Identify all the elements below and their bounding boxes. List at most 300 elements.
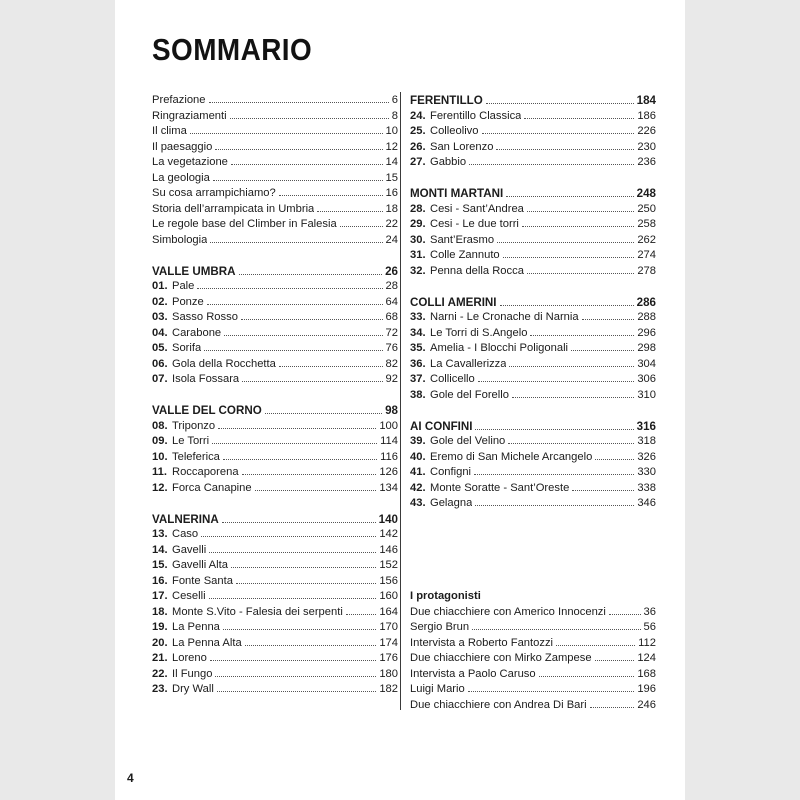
toc-page-number: 124: [637, 652, 656, 664]
toc-entry-number: 15.: [152, 559, 168, 571]
toc-entry-label: La Penna Alta: [172, 636, 242, 649]
toc-entry-label: La Penna: [172, 621, 220, 633]
toc-entry-label: Due chiacchiere con Americo Innocenzi: [410, 605, 606, 618]
column-divider: [400, 92, 401, 710]
toc-page-number: 8: [391, 109, 398, 122]
protagonist-entry: [410, 698, 656, 714]
toc-entry-number: 18.: [152, 605, 168, 618]
toc-entry-label: Sant’Erasmo: [430, 233, 495, 246]
toc-entry-title: [152, 667, 212, 683]
toc-entry-number: 43.: [410, 497, 426, 509]
dot-leader: [496, 149, 634, 150]
dot-leader: [215, 676, 376, 677]
toc-entry-title: [410, 155, 466, 171]
toc-entry-label: Le regole base del Climber in Falesia: [152, 218, 337, 230]
toc-entry: [152, 93, 398, 109]
toc-entry-label: Sasso Rosso: [172, 311, 238, 323]
dot-leader: [209, 598, 377, 599]
toc-entry-label: VALNERINA: [152, 512, 219, 526]
toc-entry-label: MONTI MARTANI: [410, 187, 504, 200]
toc-entry-label: Isola Fossara: [172, 373, 240, 385]
toc-entry-label: Intervista a Paolo Caruso: [410, 667, 536, 680]
toc-page-number: 100: [379, 419, 398, 432]
section-gap: [410, 574, 656, 590]
toc-entry-number: 20.: [152, 636, 168, 649]
toc-entry-title: [152, 450, 220, 466]
dot-leader: [204, 350, 382, 351]
toc-page-number: 330: [637, 466, 656, 478]
toc-entry-title: [152, 326, 221, 342]
toc-entry-label: La geologia: [152, 171, 210, 184]
toc-entry: [152, 434, 398, 450]
toc-entry-title: [152, 589, 206, 605]
toc-entry: [152, 171, 398, 187]
toc-entry: [152, 217, 398, 233]
dot-leader: [556, 645, 635, 646]
dot-leader: [217, 691, 376, 692]
toc-entry: [152, 527, 398, 543]
toc-entry-title: [152, 465, 239, 481]
dot-leader: [497, 242, 634, 243]
toc-page-number: 288: [637, 311, 656, 323]
toc-entry-number: 27.: [410, 156, 426, 168]
toc-entry: [152, 124, 398, 140]
toc-entry-label: Caso: [172, 528, 199, 540]
dot-leader: [595, 459, 634, 460]
toc-entry-label: Le Torri di S.Angelo: [430, 326, 528, 339]
toc-page-number: 196: [637, 683, 656, 695]
toc-section-heading: [152, 264, 398, 280]
toc-entry: [152, 667, 398, 683]
toc-entry: [152, 589, 398, 605]
toc-entry: [410, 481, 656, 497]
toc-entry-number: 04.: [152, 326, 168, 339]
toc-entry-label: Le Torri: [172, 435, 210, 447]
dot-leader: [340, 226, 383, 227]
toc-page-number: 6: [391, 94, 398, 106]
toc-entry-number: 25.: [410, 125, 426, 137]
toc-entry: [152, 202, 398, 218]
section-gap: [410, 527, 656, 543]
toc-entry: [410, 202, 656, 218]
toc-entry: [410, 450, 656, 466]
toc-entry-title: [410, 109, 521, 125]
toc-entry: [410, 310, 656, 326]
toc-entry-title: [410, 124, 479, 140]
toc-entry-number: 42.: [410, 481, 426, 494]
dot-leader: [209, 102, 389, 103]
toc-entry-number: 02.: [152, 295, 168, 308]
toc-entry-label: Gole del Velino: [430, 435, 506, 447]
dot-leader: [242, 381, 382, 382]
toc-entry: [152, 140, 398, 156]
section-gap: [152, 496, 398, 512]
dot-leader: [472, 629, 640, 630]
toc-entry: [152, 574, 398, 590]
toc-entry-label: AI CONFINI: [410, 419, 473, 433]
toc-page-number: 160: [379, 590, 398, 602]
dot-leader: [500, 305, 634, 306]
toc-page-number: 114: [380, 435, 398, 447]
toc-entry-number: 23.: [152, 683, 168, 695]
toc-entry: [410, 217, 656, 233]
toc-page-number: 142: [379, 528, 398, 540]
toc-entry-number: 03.: [152, 311, 168, 323]
toc-entry-title: [410, 326, 527, 342]
toc-entry-title: [152, 605, 343, 621]
dot-leader: [482, 133, 635, 134]
dot-leader: [212, 443, 377, 444]
toc-entry-number: 34.: [410, 326, 426, 339]
toc-entry-title: [410, 465, 471, 481]
toc-entry: [410, 357, 656, 373]
dot-leader: [222, 522, 376, 523]
toc-entry-title: [152, 481, 252, 497]
dot-leader: [595, 660, 635, 661]
toc-section-heading: [410, 419, 656, 435]
section-gap: [410, 512, 656, 528]
toc-page-number: 230: [637, 140, 656, 153]
toc-entry: [152, 481, 398, 497]
protagonisti-heading: I protagonisti: [410, 590, 481, 602]
dot-leader: [508, 443, 634, 444]
toc-entry-label: Gola della Rocchetta: [172, 357, 276, 370]
toc-entry-title: [152, 341, 201, 357]
toc-entry-number: 33.: [410, 311, 426, 323]
toc-page-number: 248: [636, 187, 656, 200]
toc-page-number: 156: [379, 574, 398, 587]
toc-entry-number: 06.: [152, 357, 168, 370]
toc-entry-label: Eremo di San Michele Arcangelo: [430, 450, 593, 463]
section-gap: [410, 543, 656, 559]
toc-page-number: 64: [385, 295, 398, 308]
toc-entry-label: Ferentillo Classica: [430, 109, 522, 122]
toc-entry-title: [410, 434, 505, 450]
dot-leader: [236, 583, 376, 584]
toc-page-number: 12: [385, 140, 398, 153]
dot-leader: [503, 257, 635, 258]
toc-entry: [152, 109, 398, 125]
toc-page-number: 306: [637, 373, 656, 385]
toc-entry-label: Triponzo: [172, 419, 216, 432]
toc-entry-number: 31.: [410, 249, 426, 261]
toc-entry-number: 26.: [410, 140, 426, 153]
toc-page-number: 304: [637, 357, 656, 370]
toc-entry-label: Forca Canapine: [172, 481, 252, 494]
dot-leader: [512, 397, 634, 398]
toc-entry: [410, 248, 656, 264]
toc-entry-label: Pale: [172, 280, 195, 292]
toc-entry-title: [152, 279, 194, 295]
toc-entry-label: COLLI AMERINI: [410, 295, 497, 309]
toc-entry-number: 14.: [152, 543, 168, 556]
toc-entry-title: [410, 202, 524, 218]
toc-entry-title: [152, 295, 204, 311]
toc-page-number: 82: [385, 357, 398, 370]
toc-entry: [410, 155, 656, 171]
toc-page-number: 36: [643, 605, 656, 618]
toc-entry-title: [410, 496, 472, 512]
dot-leader: [197, 288, 382, 289]
section-gap: [152, 388, 398, 404]
toc-entry: [410, 124, 656, 140]
toc-entry-title: [152, 636, 242, 652]
toc-entry-label: Monte Soratte - Sant’Oreste: [430, 481, 570, 494]
toc-entry: [410, 233, 656, 249]
toc-entry-title: [152, 682, 214, 698]
toc-entry-label: Penna della Rocca: [430, 264, 524, 277]
toc-page-number: 278: [637, 264, 656, 277]
toc-entry-number: 19.: [152, 621, 168, 633]
dot-leader: [279, 195, 383, 196]
toc-page-number: 250: [637, 202, 656, 215]
toc-page-number: 174: [379, 636, 398, 649]
toc-section-heading: [410, 93, 656, 109]
dot-leader: [475, 505, 634, 506]
toc-entry-number: 39.: [410, 435, 426, 447]
toc-page-number: 246: [637, 698, 656, 711]
toc-entry: [152, 465, 398, 481]
toc-entry-title: [152, 651, 207, 667]
toc-page-number: 68: [385, 311, 398, 323]
protagonist-entry: [410, 620, 656, 636]
dot-leader: [527, 211, 634, 212]
toc-left-column: [152, 93, 398, 698]
toc-entry-title: [410, 357, 506, 373]
toc-entry-label: Narni - Le Cronache di Narnia: [430, 311, 579, 323]
toc-entry-number: 37.: [410, 373, 426, 385]
toc-entry-label: Prefazione: [152, 94, 206, 106]
toc-entry-number: 10.: [152, 450, 168, 463]
toc-entry-title: [410, 310, 579, 326]
dot-leader: [346, 614, 377, 615]
toc-page-number: 98: [385, 404, 398, 417]
toc-entry-label: Gavelli: [172, 543, 207, 556]
page-title: SOMMARIO: [152, 32, 313, 67]
toc-page-number: 316: [636, 419, 656, 433]
toc-entry-title: [152, 372, 239, 388]
toc-entry-label: Teleferica: [172, 450, 220, 463]
dot-leader: [245, 645, 377, 646]
toc-entry-number: 07.: [152, 373, 168, 385]
toc-page-number: 126: [379, 466, 398, 478]
section-gap: [410, 171, 656, 187]
dot-leader: [218, 428, 376, 429]
toc-page-number: 16: [385, 187, 398, 199]
toc-page-number: 186: [637, 109, 656, 122]
toc-entry-number: 01.: [152, 280, 168, 292]
toc-entry-number: 05.: [152, 342, 168, 354]
toc-entry: [410, 496, 656, 512]
dot-leader: [213, 180, 383, 181]
toc-entry-label: La Cavallerizza: [430, 357, 507, 370]
toc-entry-number: 30.: [410, 233, 426, 246]
toc-entry-label: Cesi - Le due torri: [430, 218, 519, 230]
toc-entry-label: VALLE DEL CORNO: [152, 404, 262, 417]
toc-entry: [410, 372, 656, 388]
toc-entry-label: Amelia - I Blocchi Poligonali: [430, 342, 569, 354]
toc-entry-label: Due chiacchiere con Andrea Di Bari: [410, 698, 587, 711]
dot-leader: [190, 133, 383, 134]
toc-entry-label: VALLE UMBRA: [152, 264, 236, 278]
dot-leader: [231, 567, 376, 568]
toc-entry-label: Il Fungo: [172, 667, 213, 680]
dot-leader: [255, 490, 377, 491]
toc-entry-number: 36.: [410, 357, 426, 370]
toc-page-number: 10: [385, 125, 398, 137]
toc-entry-label: Loreno: [172, 652, 207, 664]
toc-entry: [152, 326, 398, 342]
dot-leader: [230, 118, 389, 119]
toc-entry: [152, 372, 398, 388]
toc-entry-title: [410, 233, 494, 249]
toc-entry-title: [152, 574, 233, 590]
toc-entry-label: San Lorenzo: [430, 140, 494, 153]
toc-page-number: 14: [385, 156, 398, 168]
toc-section-heading: [152, 512, 398, 528]
toc-entry: [152, 636, 398, 652]
toc-page-number: 318: [637, 435, 656, 447]
toc-entry: [410, 388, 656, 404]
toc-page-number: 28: [385, 280, 398, 292]
dot-leader: [524, 118, 634, 119]
section-gap: [410, 403, 656, 419]
toc-entry: [152, 279, 398, 295]
toc-entry-label: Ceselli: [172, 590, 206, 602]
toc-page-number: 170: [379, 621, 398, 633]
toc-entry-number: 28.: [410, 202, 426, 215]
toc-entry: [152, 682, 398, 698]
dot-leader: [590, 707, 635, 708]
toc-entry: [152, 186, 398, 202]
protagonist-entry: [410, 651, 656, 667]
toc-entry: [410, 326, 656, 342]
toc-entry-title: [152, 527, 198, 543]
toc-entry-label: Dry Wall: [172, 683, 214, 695]
toc-page-number: 152: [379, 559, 398, 571]
toc-entry: [410, 465, 656, 481]
toc-entry-title: [410, 217, 519, 233]
toc-entry-label: Sorifa: [172, 342, 202, 354]
toc-page-number: 76: [385, 342, 398, 354]
toc-entry: [152, 620, 398, 636]
toc-page-number: 168: [637, 667, 656, 680]
toc-page-number: 182: [379, 683, 398, 695]
toc-entry: [152, 419, 398, 435]
toc-entry: [152, 558, 398, 574]
toc-entry-title: [410, 450, 592, 466]
protagonist-entry: [410, 667, 656, 683]
toc-page-number: 22: [385, 218, 398, 230]
toc-entry: [410, 140, 656, 156]
toc-entry-label: Fonte Santa: [172, 574, 233, 587]
toc-entry: [410, 264, 656, 280]
toc-entry-number: 11.: [152, 466, 167, 478]
toc-entry-label: Gavelli Alta: [172, 559, 228, 571]
toc-page-number: 140: [378, 512, 398, 526]
toc-page-number: 298: [637, 342, 656, 354]
toc-entry-label: Monte S.Vito - Falesia dei serpenti: [172, 605, 343, 618]
dot-leader: [486, 103, 634, 104]
toc-entry: [410, 341, 656, 357]
toc-entry-title: [410, 481, 569, 497]
toc-page-number: 236: [637, 156, 656, 168]
toc-entry-label: Gelagna: [430, 497, 473, 509]
dot-leader: [571, 350, 634, 351]
dot-leader: [522, 226, 634, 227]
dot-leader: [223, 459, 377, 460]
toc-entry-title: [152, 357, 276, 373]
toc-page-number: 146: [379, 543, 398, 556]
toc-entry-number: 21.: [152, 652, 168, 664]
dot-leader: [317, 211, 382, 212]
toc-entry-label: Sergio Brun: [410, 621, 470, 633]
toc-entry-title: [152, 558, 228, 574]
toc-entry-label: Intervista a Roberto Fantozzi: [410, 636, 554, 649]
toc-entry-number: 17.: [152, 590, 168, 602]
toc-page-number: 286: [636, 295, 656, 309]
toc-entry: [152, 651, 398, 667]
dot-leader: [265, 413, 382, 414]
toc-entry-number: 22.: [152, 667, 168, 680]
dot-leader: [468, 691, 635, 692]
protagonist-entry: [410, 682, 656, 698]
dot-leader: [475, 429, 633, 430]
book-page: [115, 0, 685, 800]
toc-section-heading: [410, 295, 656, 311]
toc-entry-label: Il paesaggio: [152, 140, 213, 153]
toc-entry-number: 29.: [410, 218, 426, 230]
toc-entry: [152, 310, 398, 326]
toc-entry-label: Carabone: [172, 326, 222, 339]
toc-section-heading: [410, 186, 656, 202]
toc-entry-title: [410, 140, 493, 156]
toc-entry-label: Due chiacchiere con Mirko Zampese: [410, 652, 592, 664]
toc-entry-number: 16.: [152, 574, 168, 587]
toc-entry-number: 12.: [152, 481, 168, 494]
toc-page-number: 184: [636, 94, 656, 107]
dot-leader: [572, 490, 634, 491]
toc-entry-title: [152, 434, 209, 450]
toc-entry-number: 08.: [152, 419, 168, 432]
toc-entry: [152, 233, 398, 249]
toc-page-number: 262: [637, 233, 656, 246]
toc-entry-label: Configni: [430, 466, 472, 478]
toc-entry-title: [152, 543, 206, 559]
toc-entry-label: Colleolivo: [430, 125, 479, 137]
toc-right-column: [410, 93, 656, 713]
toc-page-number: 226: [637, 125, 656, 137]
toc-entry-number: 13.: [152, 528, 168, 540]
page-number: 4: [127, 771, 134, 785]
dot-leader: [509, 366, 634, 367]
toc-entry: [152, 357, 398, 373]
toc-entry-title: [410, 372, 475, 388]
toc-entry: [152, 450, 398, 466]
dot-leader: [241, 319, 383, 320]
toc-page-number: 134: [379, 481, 398, 494]
toc-entry-title: [410, 341, 568, 357]
toc-entry: [152, 605, 398, 621]
toc-entry-label: Cesi - Sant’Andrea: [430, 202, 524, 215]
toc-entry-label: Gabbio: [430, 156, 467, 168]
toc-page-number: 18: [385, 202, 398, 215]
toc-page-number: 346: [637, 497, 656, 509]
toc-entry-label: Gole del Forello: [430, 388, 509, 401]
toc-entry-number: 35.: [410, 342, 426, 354]
dot-leader: [239, 274, 383, 275]
toc-page-number: 26: [385, 264, 398, 278]
